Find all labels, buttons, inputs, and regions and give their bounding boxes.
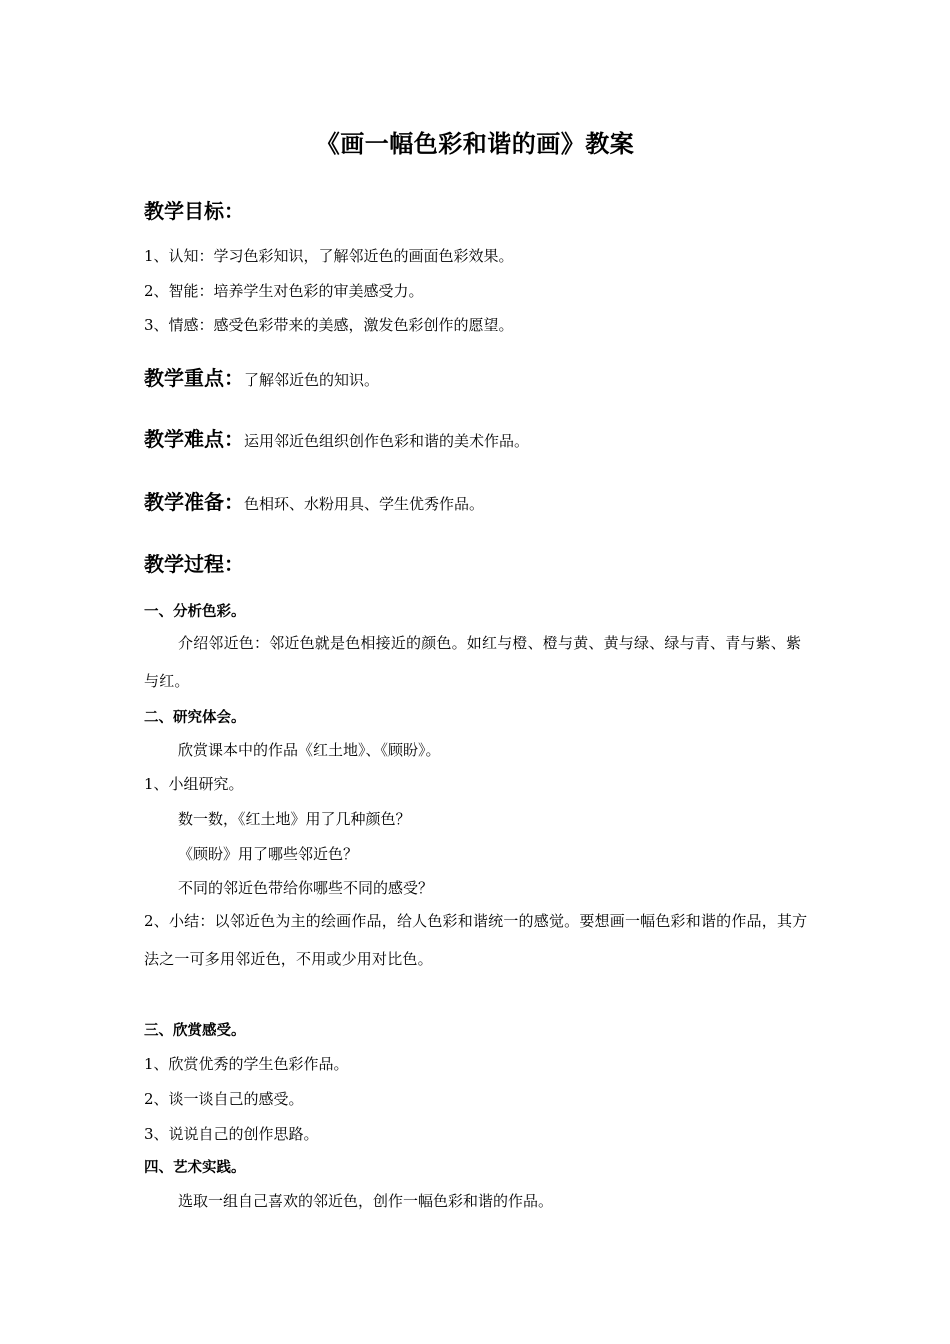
- part3-item-2: 2、谈一谈自己的感受。: [144, 1090, 304, 1108]
- part2-question-3: 不同的邻近色带给你哪些不同的感受？: [178, 879, 434, 897]
- difficulty-value: 运用邻近色组织创作色彩和谐的美术作品。: [244, 432, 530, 450]
- part2-intro: 欣赏课本中的作品《红土地》、《顾盼》。: [178, 741, 441, 759]
- document-title: 《画一幅色彩和谐的画》教案: [315, 129, 635, 158]
- part3-item-1: 1、欣赏优秀的学生色彩作品。: [144, 1055, 349, 1073]
- preparation-row: [144, 486, 484, 515]
- objective-item-2: 2、智能：培养学生对色彩的审美感受力。: [144, 282, 424, 300]
- part1-heading: 一、分析色彩。: [144, 603, 246, 620]
- process-heading: 教学过程：: [144, 552, 244, 576]
- part4-paragraph: 选取一组自己喜欢的邻近色，创作一幅色彩和谐的作品。: [178, 1192, 554, 1210]
- key-point-row: [144, 362, 379, 391]
- part2-sub1: 1、小组研究。: [144, 775, 244, 793]
- objective-item-3: 3、情感：感受色彩带来的美感，激发色彩创作的愿望。: [144, 316, 514, 334]
- part2-summary: 2、小结：以邻近色为主的绘画作品，给人色彩和谐统一的感觉。要想画一幅色彩和谐的作品，其方法之一可多用邻近色，不用或少用对比色。: [144, 912, 808, 968]
- part3-heading: 三、欣赏感受。: [144, 1022, 246, 1039]
- preparation-label: 教学准备：: [144, 490, 244, 514]
- difficulty-row: [144, 423, 529, 452]
- part1-paragraph: 介绍邻近色：邻近色就是色相接近的颜色。如红与橙、橙与黄、黄与绿、绿与青、青与紫、紫与红。: [144, 634, 802, 690]
- key-point-value: 了解邻近色的知识。: [244, 371, 380, 389]
- part2-question-2: 《顾盼》用了哪些邻近色？: [178, 845, 359, 863]
- part4-heading: 四、艺术实践。: [144, 1159, 246, 1176]
- objectives-heading: 教学目标：: [144, 199, 244, 223]
- key-point-label: 教学重点：: [144, 366, 244, 390]
- part3-item-3: 3、说说自己的创作思路。: [144, 1125, 319, 1143]
- part2-heading: 二、研究体会。: [144, 709, 246, 726]
- objective-item-1: 1、认知：学习色彩知识，了解邻近色的画面色彩效果。: [144, 247, 514, 265]
- preparation-value: 色相环、水粉用具、学生优秀作品。: [244, 495, 485, 513]
- difficulty-label: 教学难点：: [144, 427, 244, 451]
- part2-question-1: 数一数，《红土地》用了几种颜色？: [178, 810, 411, 828]
